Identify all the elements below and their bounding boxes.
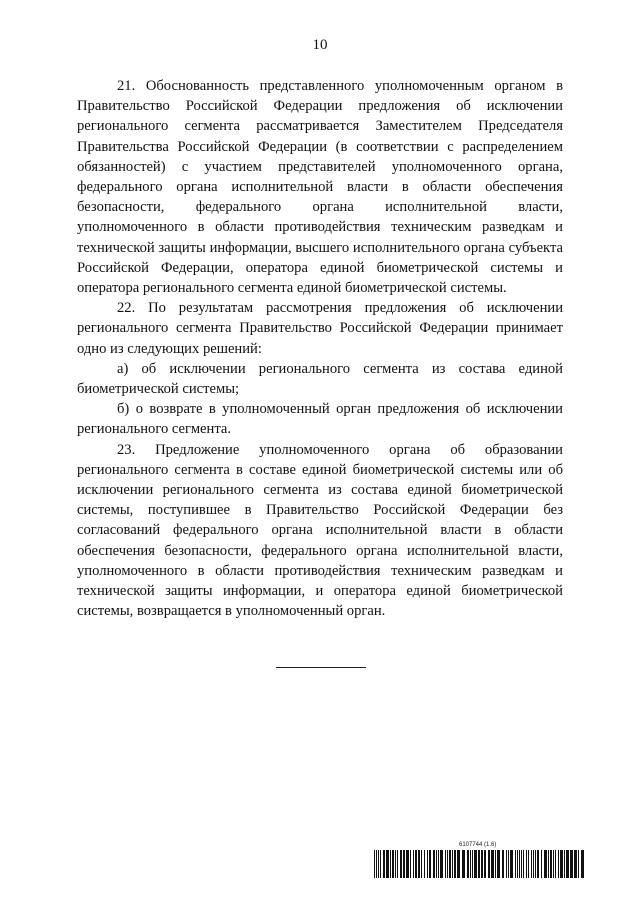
- barcode: [374, 850, 584, 878]
- paragraph-22-option-a: а) об исключении регионального сегмента из состава единой биометрической системы;: [77, 360, 563, 398]
- paragraph-22-option-b: б) о возврате в уполномоченный орган предложения об исключении регионального сегмента.: [77, 401, 563, 438]
- paragraph-22: 22. По результатам рассмотрения предложения об исключении регионального сегмента Правительство Российской Федерации принимает одно из следующих решений:: [77, 300, 563, 357]
- paragraph-23: 23. Предложение уполномоченного органа об образовании регионального сегмента в составе единой биометрической системы или об исключении регионального сегмента из состава единой биометрической системы, поступившее в Правительство Российской Федерации без согласований федерального органа исполнительной власти в области обеспечения безопасности, федерального органа исполнительной власти, уполномоченного в области противодействия техническим разведкам и технической защиты информации, и оператора единой биометрической системы, возвращается в уполномоченный орган.: [77, 441, 563, 620]
- document-code: 6107744 (1.6): [459, 842, 497, 848]
- paragraph-21: 21. Обоснованность представленного уполномоченным органом в Правительство Российской Федерации предложения об исключении регионального сегмента рассматривается Заместителем Председателя Правительства Российской Федерации (в соответствии с распределением обязанностей) с участием представителей уполномоченного органа, федерального органа исполнительной власти в области обеспечения безопасности, федерального органа исполнительной власти, уполномоченного в области противодействия техническим разведкам и технической защиты информации, высшего исполнительного органа субъекта Российской Федерации, оператора единой биометрической системы и оператора регионального сегмента единой биометрической системы.: [77, 78, 563, 297]
- page-number: 10: [312, 37, 328, 53]
- document-body: [77, 76, 563, 621]
- end-divider: [276, 667, 366, 668]
